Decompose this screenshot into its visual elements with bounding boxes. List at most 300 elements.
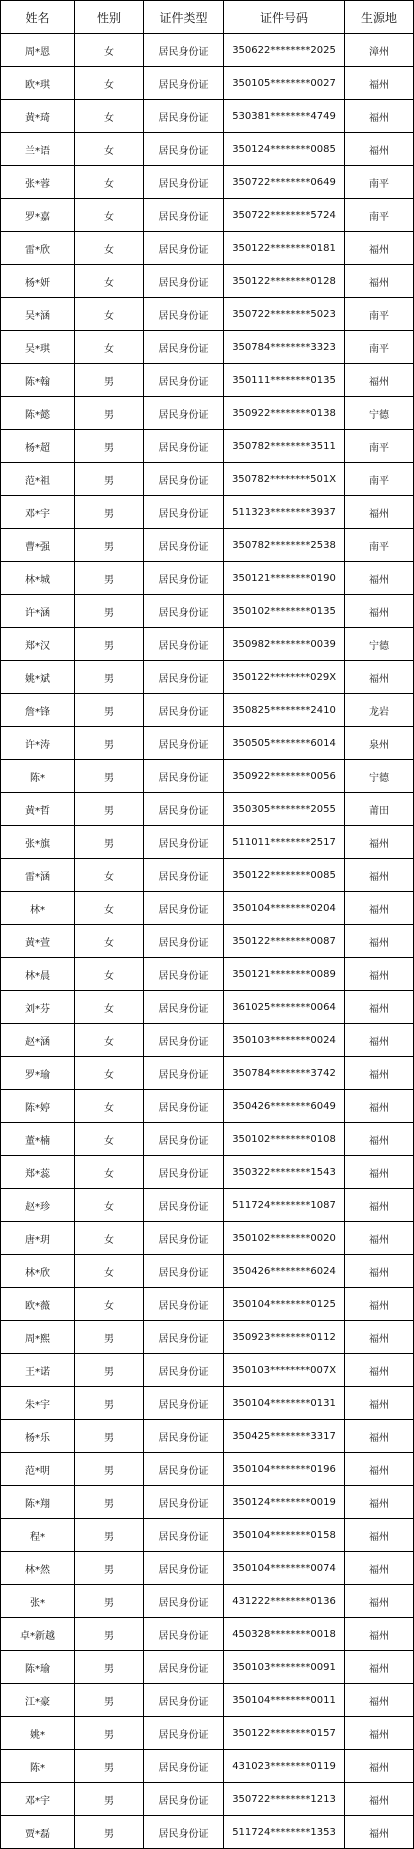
- origin-cell: 南平: [345, 166, 414, 199]
- gender-cell: 女: [75, 232, 144, 265]
- gender-cell: 女: [75, 958, 144, 991]
- id-number-cell: 431023********0119: [224, 1750, 345, 1783]
- name-cell: 张*: [1, 1585, 75, 1618]
- column-header-id-number: 证件号码: [224, 1, 345, 34]
- id-type-cell: 居民身份证: [144, 133, 224, 166]
- table-row: [1, 1783, 414, 1816]
- id-type-cell: 居民身份证: [144, 463, 224, 496]
- origin-cell: 福州: [345, 496, 414, 529]
- gender-cell: 女: [75, 1255, 144, 1288]
- gender-cell: 男: [75, 595, 144, 628]
- table-row: [1, 265, 414, 298]
- table-row: [1, 199, 414, 232]
- gender-cell: 男: [75, 529, 144, 562]
- origin-cell: 南平: [345, 529, 414, 562]
- origin-cell: 福州: [345, 661, 414, 694]
- name-cell: 陈*翔: [1, 1486, 75, 1519]
- table-row: [1, 1156, 414, 1189]
- id-type-cell: 居民身份证: [144, 1750, 224, 1783]
- origin-cell: 福州: [345, 1618, 414, 1651]
- table-row: [1, 100, 414, 133]
- table-row: [1, 1486, 414, 1519]
- table-row: [1, 1717, 414, 1750]
- gender-cell: 女: [75, 1222, 144, 1255]
- name-cell: 黄*琦: [1, 100, 75, 133]
- id-number-cell: 350722********1213: [224, 1783, 345, 1816]
- gender-cell: 男: [75, 826, 144, 859]
- name-cell: 林*欣: [1, 1255, 75, 1288]
- name-cell: 郑*蕊: [1, 1156, 75, 1189]
- origin-cell: 泉州: [345, 727, 414, 760]
- table-row: [1, 331, 414, 364]
- id-number-cell: 350782********3511: [224, 430, 345, 463]
- id-type-cell: 居民身份证: [144, 1189, 224, 1222]
- origin-cell: 福州: [345, 1816, 414, 1849]
- id-type-cell: 居民身份证: [144, 958, 224, 991]
- id-number-cell: 350103********0024: [224, 1024, 345, 1057]
- id-number-cell: 350782********501X: [224, 463, 345, 496]
- gender-cell: 女: [75, 925, 144, 958]
- id-number-cell: 450328********0018: [224, 1618, 345, 1651]
- gender-cell: 男: [75, 1486, 144, 1519]
- id-number-cell: 350825********2410: [224, 694, 345, 727]
- table-row: [1, 991, 414, 1024]
- origin-cell: 南平: [345, 331, 414, 364]
- name-cell: 朱*宇: [1, 1387, 75, 1420]
- gender-cell: 女: [75, 1057, 144, 1090]
- name-cell: 周*恩: [1, 34, 75, 67]
- table-row: [1, 562, 414, 595]
- table-row: [1, 793, 414, 826]
- gender-cell: 男: [75, 1585, 144, 1618]
- table-row: [1, 1585, 414, 1618]
- id-type-cell: 居民身份证: [144, 166, 224, 199]
- name-cell: 陈*翰: [1, 364, 75, 397]
- gender-cell: 男: [75, 793, 144, 826]
- origin-cell: 福州: [345, 1090, 414, 1123]
- origin-cell: 福州: [345, 1717, 414, 1750]
- gender-cell: 男: [75, 628, 144, 661]
- gender-cell: 女: [75, 1189, 144, 1222]
- name-cell: 兰*语: [1, 133, 75, 166]
- name-cell: 黄*萱: [1, 925, 75, 958]
- id-type-cell: 居民身份证: [144, 199, 224, 232]
- origin-cell: 福州: [345, 1321, 414, 1354]
- id-number-cell: 350922********0138: [224, 397, 345, 430]
- origin-cell: 福州: [345, 925, 414, 958]
- table-row: [1, 859, 414, 892]
- id-number-cell: 350102********0020: [224, 1222, 345, 1255]
- table-row: [1, 1024, 414, 1057]
- id-type-cell: 居民身份证: [144, 298, 224, 331]
- name-cell: 陈*婷: [1, 1090, 75, 1123]
- gender-cell: 女: [75, 1288, 144, 1321]
- origin-cell: 漳州: [345, 34, 414, 67]
- id-type-cell: 居民身份证: [144, 67, 224, 100]
- id-number-cell: 350322********1543: [224, 1156, 345, 1189]
- gender-cell: 男: [75, 1783, 144, 1816]
- gender-cell: 男: [75, 430, 144, 463]
- origin-cell: 南平: [345, 463, 414, 496]
- name-cell: 吴*琪: [1, 331, 75, 364]
- table-row: [1, 298, 414, 331]
- id-number-cell: 350122********0181: [224, 232, 345, 265]
- table-row: [1, 1057, 414, 1090]
- id-type-cell: 居民身份证: [144, 430, 224, 463]
- id-type-cell: 居民身份证: [144, 628, 224, 661]
- id-type-cell: 居民身份证: [144, 364, 224, 397]
- table-row: [1, 925, 414, 958]
- origin-cell: 福州: [345, 1387, 414, 1420]
- origin-cell: 福州: [345, 1519, 414, 1552]
- name-cell: 江*豪: [1, 1684, 75, 1717]
- name-cell: 范*祖: [1, 463, 75, 496]
- name-cell: 张*蓉: [1, 166, 75, 199]
- origin-cell: 南平: [345, 199, 414, 232]
- id-type-cell: 居民身份证: [144, 760, 224, 793]
- gender-cell: 男: [75, 1453, 144, 1486]
- gender-cell: 男: [75, 1552, 144, 1585]
- id-number-cell: 350121********0190: [224, 562, 345, 595]
- id-type-cell: 居民身份证: [144, 1420, 224, 1453]
- gender-cell: 女: [75, 1090, 144, 1123]
- table-header: [1, 1, 414, 34]
- gender-cell: 女: [75, 1024, 144, 1057]
- origin-cell: 宁德: [345, 628, 414, 661]
- id-type-cell: 居民身份证: [144, 925, 224, 958]
- name-cell: 陈*懿: [1, 397, 75, 430]
- origin-cell: 福州: [345, 133, 414, 166]
- origin-cell: 福州: [345, 826, 414, 859]
- gender-cell: 女: [75, 991, 144, 1024]
- table-row: [1, 892, 414, 925]
- name-cell: 陈*: [1, 760, 75, 793]
- id-type-cell: 居民身份证: [144, 232, 224, 265]
- origin-cell: 龙岩: [345, 694, 414, 727]
- gender-cell: 男: [75, 1750, 144, 1783]
- origin-cell: 宁德: [345, 760, 414, 793]
- table-row: [1, 34, 414, 67]
- id-number-cell: 350104********0204: [224, 892, 345, 925]
- id-type-cell: 居民身份证: [144, 1618, 224, 1651]
- gender-cell: 女: [75, 100, 144, 133]
- name-cell: 卓*新越: [1, 1618, 75, 1651]
- id-type-cell: 居民身份证: [144, 331, 224, 364]
- name-cell: 吴*涵: [1, 298, 75, 331]
- table-row: [1, 232, 414, 265]
- origin-cell: 福州: [345, 991, 414, 1024]
- origin-cell: 福州: [345, 595, 414, 628]
- origin-cell: 福州: [345, 1024, 414, 1057]
- id-number-cell: 350122********0087: [224, 925, 345, 958]
- name-cell: 王*诺: [1, 1354, 75, 1387]
- id-number-cell: 350922********0056: [224, 760, 345, 793]
- origin-cell: 福州: [345, 958, 414, 991]
- id-number-cell: 350305********2055: [224, 793, 345, 826]
- origin-cell: 福州: [345, 1057, 414, 1090]
- gender-cell: 女: [75, 859, 144, 892]
- name-cell: 林*: [1, 892, 75, 925]
- gender-cell: 女: [75, 265, 144, 298]
- gender-cell: 男: [75, 1354, 144, 1387]
- origin-cell: 福州: [345, 1684, 414, 1717]
- origin-cell: 莆田: [345, 793, 414, 826]
- name-cell: 詹*锋: [1, 694, 75, 727]
- table-row: [1, 1387, 414, 1420]
- id-type-cell: 居民身份证: [144, 727, 224, 760]
- column-header-name: 姓名: [1, 1, 75, 34]
- id-type-cell: 居民身份证: [144, 1288, 224, 1321]
- gender-cell: 男: [75, 760, 144, 793]
- id-type-cell: 居民身份证: [144, 826, 224, 859]
- gender-cell: 男: [75, 1321, 144, 1354]
- id-type-cell: 居民身份证: [144, 991, 224, 1024]
- table-row: [1, 463, 414, 496]
- table-row: [1, 1420, 414, 1453]
- table-row: [1, 1354, 414, 1387]
- id-number-cell: 350426********6024: [224, 1255, 345, 1288]
- id-number-cell: 350124********0019: [224, 1486, 345, 1519]
- id-number-cell: 350722********5023: [224, 298, 345, 331]
- id-type-cell: 居民身份证: [144, 1222, 224, 1255]
- table-row: [1, 529, 414, 562]
- id-number-cell: 350104********0011: [224, 1684, 345, 1717]
- table-body: [1, 34, 414, 1849]
- table-row: [1, 1651, 414, 1684]
- name-cell: 张*旗: [1, 826, 75, 859]
- name-cell: 郑*汉: [1, 628, 75, 661]
- name-cell: 周*熙: [1, 1321, 75, 1354]
- origin-cell: 宁德: [345, 397, 414, 430]
- gender-cell: 男: [75, 1717, 144, 1750]
- header-row: [1, 1, 414, 34]
- id-type-cell: 居民身份证: [144, 1321, 224, 1354]
- name-cell: 陈*: [1, 1750, 75, 1783]
- id-type-cell: 居民身份证: [144, 1354, 224, 1387]
- id-type-cell: 居民身份证: [144, 1783, 224, 1816]
- name-cell: 范*明: [1, 1453, 75, 1486]
- gender-cell: 男: [75, 562, 144, 595]
- name-cell: 林*晨: [1, 958, 75, 991]
- gender-cell: 女: [75, 1123, 144, 1156]
- name-cell: 林*城: [1, 562, 75, 595]
- origin-cell: 福州: [345, 859, 414, 892]
- name-cell: 贾*磊: [1, 1816, 75, 1849]
- id-type-cell: 居民身份证: [144, 1585, 224, 1618]
- id-number-cell: 530381********4749: [224, 100, 345, 133]
- id-number-cell: 350722********5724: [224, 199, 345, 232]
- origin-cell: 福州: [345, 1222, 414, 1255]
- id-type-cell: 居民身份证: [144, 34, 224, 67]
- id-number-cell: 350505********6014: [224, 727, 345, 760]
- id-type-cell: 居民身份证: [144, 892, 224, 925]
- name-cell: 雷*欣: [1, 232, 75, 265]
- gender-cell: 男: [75, 661, 144, 694]
- name-cell: 邓*宇: [1, 496, 75, 529]
- id-type-cell: 居民身份证: [144, 1453, 224, 1486]
- id-number-cell: 350782********2538: [224, 529, 345, 562]
- gender-cell: 男: [75, 1816, 144, 1849]
- id-number-cell: 350425********3317: [224, 1420, 345, 1453]
- id-type-cell: 居民身份证: [144, 1123, 224, 1156]
- id-number-cell: 350102********0108: [224, 1123, 345, 1156]
- table-row: [1, 1255, 414, 1288]
- table-row: [1, 595, 414, 628]
- table-row: [1, 694, 414, 727]
- id-number-cell: 350982********0039: [224, 628, 345, 661]
- gender-cell: 男: [75, 463, 144, 496]
- table-row: [1, 628, 414, 661]
- id-type-cell: 居民身份证: [144, 1090, 224, 1123]
- id-type-cell: 居民身份证: [144, 694, 224, 727]
- origin-cell: 福州: [345, 232, 414, 265]
- id-number-cell: 350426********6049: [224, 1090, 345, 1123]
- id-number-cell: 350104********0125: [224, 1288, 345, 1321]
- id-number-cell: 350122********0085: [224, 859, 345, 892]
- id-number-cell: 511011********2517: [224, 826, 345, 859]
- column-header-gender: 性别: [75, 1, 144, 34]
- origin-cell: 福州: [345, 1750, 414, 1783]
- table-row: [1, 364, 414, 397]
- name-cell: 杨*妍: [1, 265, 75, 298]
- name-cell: 许*涛: [1, 727, 75, 760]
- gender-cell: 女: [75, 133, 144, 166]
- table-row: [1, 1090, 414, 1123]
- id-number-cell: 350104********0196: [224, 1453, 345, 1486]
- id-type-cell: 居民身份证: [144, 529, 224, 562]
- gender-cell: 女: [75, 331, 144, 364]
- id-number-cell: 361025********0064: [224, 991, 345, 1024]
- table-row: [1, 958, 414, 991]
- id-type-cell: 居民身份证: [144, 1519, 224, 1552]
- gender-cell: 女: [75, 298, 144, 331]
- gender-cell: 女: [75, 34, 144, 67]
- name-cell: 黄*哲: [1, 793, 75, 826]
- name-cell: 姚*: [1, 1717, 75, 1750]
- origin-cell: 福州: [345, 562, 414, 595]
- id-type-cell: 居民身份证: [144, 1387, 224, 1420]
- id-number-cell: 350784********3742: [224, 1057, 345, 1090]
- origin-cell: 福州: [345, 1651, 414, 1684]
- name-cell: 欧*琪: [1, 67, 75, 100]
- name-cell: 雷*涵: [1, 859, 75, 892]
- table-row: [1, 1552, 414, 1585]
- origin-cell: 福州: [345, 100, 414, 133]
- name-cell: 赵*珍: [1, 1189, 75, 1222]
- id-number-cell: 511724********1087: [224, 1189, 345, 1222]
- table-row: [1, 1816, 414, 1849]
- id-number-cell: 350122********029X: [224, 661, 345, 694]
- table-row: [1, 727, 414, 760]
- id-type-cell: 居民身份证: [144, 1024, 224, 1057]
- id-number-cell: 350784********3323: [224, 331, 345, 364]
- gender-cell: 男: [75, 1684, 144, 1717]
- id-number-cell: 350122********0157: [224, 1717, 345, 1750]
- id-type-cell: 居民身份证: [144, 595, 224, 628]
- name-cell: 姚*斌: [1, 661, 75, 694]
- table-row: [1, 166, 414, 199]
- table-row: [1, 430, 414, 463]
- id-type-cell: 居民身份证: [144, 397, 224, 430]
- id-number-cell: 350104********0131: [224, 1387, 345, 1420]
- gender-cell: 男: [75, 1651, 144, 1684]
- gender-cell: 男: [75, 1420, 144, 1453]
- origin-cell: 福州: [345, 1420, 414, 1453]
- name-cell: 罗*嘉: [1, 199, 75, 232]
- id-number-cell: 350124********0085: [224, 133, 345, 166]
- origin-cell: 福州: [345, 1453, 414, 1486]
- id-type-cell: 居民身份证: [144, 859, 224, 892]
- origin-cell: 南平: [345, 298, 414, 331]
- table-row: [1, 1321, 414, 1354]
- origin-cell: 福州: [345, 1783, 414, 1816]
- gender-cell: 男: [75, 727, 144, 760]
- id-number-cell: 431222********0136: [224, 1585, 345, 1618]
- id-type-cell: 居民身份证: [144, 1684, 224, 1717]
- table-row: [1, 397, 414, 430]
- id-number-cell: 350104********0158: [224, 1519, 345, 1552]
- origin-cell: 福州: [345, 1123, 414, 1156]
- name-cell: 罗*瑜: [1, 1057, 75, 1090]
- table-row: [1, 133, 414, 166]
- table-row: [1, 1189, 414, 1222]
- name-cell: 杨*乐: [1, 1420, 75, 1453]
- id-number-cell: 350105********0027: [224, 67, 345, 100]
- id-number-cell: 350111********0135: [224, 364, 345, 397]
- origin-cell: 福州: [345, 892, 414, 925]
- table-row: [1, 661, 414, 694]
- origin-cell: 福州: [345, 1552, 414, 1585]
- gender-cell: 男: [75, 1618, 144, 1651]
- origin-cell: 福州: [345, 265, 414, 298]
- id-type-cell: 居民身份证: [144, 1717, 224, 1750]
- id-type-cell: 居民身份证: [144, 1255, 224, 1288]
- name-cell: 刘*芬: [1, 991, 75, 1024]
- id-number-cell: 350122********0128: [224, 265, 345, 298]
- id-type-cell: 居民身份证: [144, 1486, 224, 1519]
- id-number-cell: 350622********2025: [224, 34, 345, 67]
- gender-cell: 女: [75, 199, 144, 232]
- name-cell: 唐*玥: [1, 1222, 75, 1255]
- id-type-cell: 居民身份证: [144, 1816, 224, 1849]
- id-type-cell: 居民身份证: [144, 1651, 224, 1684]
- origin-cell: 福州: [345, 67, 414, 100]
- gender-cell: 女: [75, 892, 144, 925]
- name-cell: 赵*涵: [1, 1024, 75, 1057]
- id-type-cell: 居民身份证: [144, 265, 224, 298]
- id-type-cell: 居民身份证: [144, 562, 224, 595]
- id-type-cell: 居民身份证: [144, 793, 224, 826]
- id-number-cell: 350121********0089: [224, 958, 345, 991]
- table-row: [1, 1123, 414, 1156]
- origin-cell: 福州: [345, 364, 414, 397]
- name-cell: 林*然: [1, 1552, 75, 1585]
- id-number-cell: 511724********1353: [224, 1816, 345, 1849]
- table-row: [1, 760, 414, 793]
- origin-cell: 福州: [345, 1354, 414, 1387]
- name-cell: 欧*薇: [1, 1288, 75, 1321]
- table-row: [1, 1684, 414, 1717]
- id-type-cell: 居民身份证: [144, 1156, 224, 1189]
- gender-cell: 男: [75, 1519, 144, 1552]
- table-row: [1, 1453, 414, 1486]
- name-cell: 曹*强: [1, 529, 75, 562]
- column-header-origin: 生源地: [345, 1, 414, 34]
- gender-cell: 男: [75, 496, 144, 529]
- id-number-cell: 350923********0112: [224, 1321, 345, 1354]
- id-number-cell: 350722********0649: [224, 166, 345, 199]
- gender-cell: 男: [75, 364, 144, 397]
